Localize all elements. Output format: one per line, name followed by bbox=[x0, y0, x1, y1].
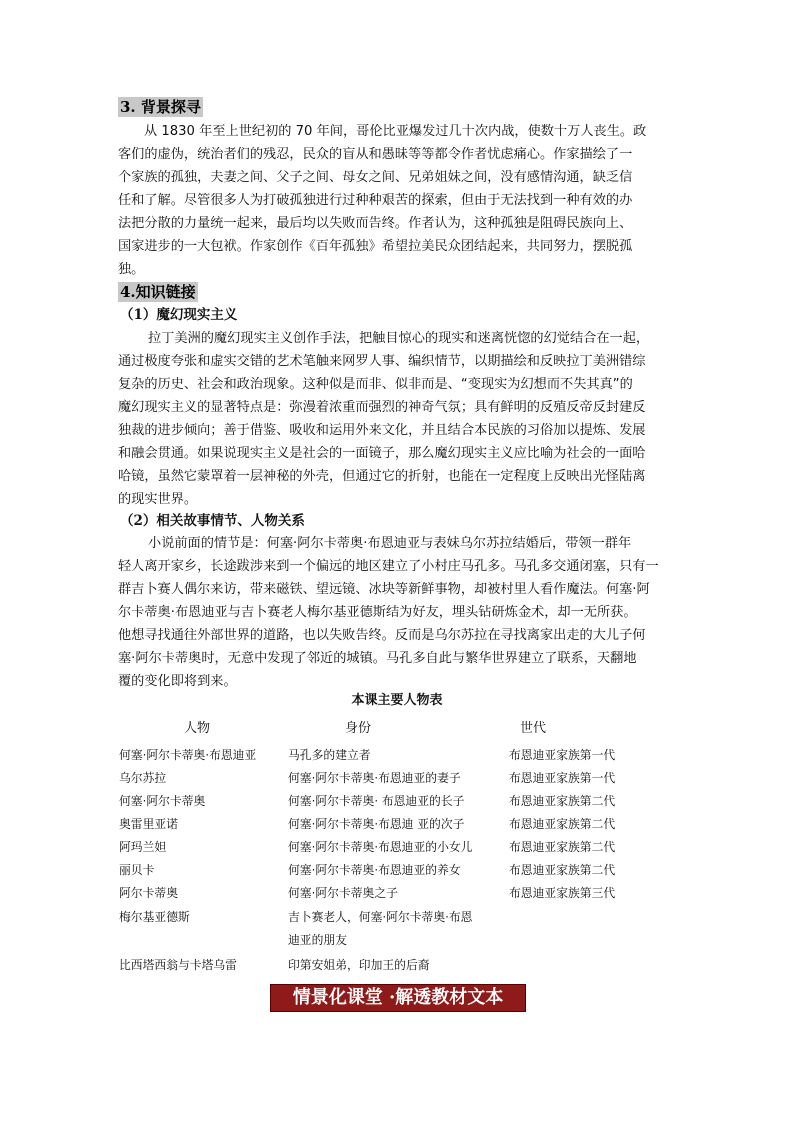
table-cell: 丽贝卡 bbox=[119, 863, 155, 877]
paragraph-line: 小说前面的情节是：何塞·阿尔卡蒂奥·布恩迪亚与表妹乌尔苏拉结婚后，带领一群年 bbox=[148, 536, 632, 551]
subsection-1-title: （1）魔幻现实主义 bbox=[120, 307, 238, 323]
table-cell: 布恩迪亚家族第二代 bbox=[509, 863, 616, 877]
paragraph-line: 法把分散的力量统一起来，最后均以失败而告终。作者认为，这种孤独是阻碍民族向上、 bbox=[118, 216, 633, 231]
table-cell: 奥雷里亚诺 bbox=[119, 817, 178, 831]
paragraph-line: 复杂的历史、社会和政治现象。这种似是而非、似非而是、“变现实为幻想而不失其真”的 bbox=[118, 377, 633, 392]
table-cell: 何塞·阿尔卡蒂奥·布恩迪亚的妻子 bbox=[288, 771, 461, 785]
paragraph-line: 个家族的孤独，夫妻之间、父子之间、母女之间、兄弟姐妹之间，没有感情沟通，缺乏信 bbox=[118, 170, 633, 185]
subsection-2-paragraph bbox=[118, 532, 674, 693]
table-cell: 何塞·阿尔卡蒂奥·布恩迪亚 bbox=[119, 748, 257, 762]
paragraph-line: 独裁的进步倾向；善于借鉴、吸收和运用外来文化，并且结合本民族的习俗加以提炼、发展 bbox=[118, 423, 646, 438]
table-cell: 比西塔西翁与卡塔乌雷 bbox=[119, 958, 237, 972]
paragraph-line: 拉丁美洲的魔幻现实主义创作手法，把触目惊心的现实和迷离恍惚的幻觉结合在一起， bbox=[148, 331, 650, 346]
table-cell: 吉卜赛老人，何塞·阿尔卡蒂奥·布恩 bbox=[288, 910, 473, 924]
paragraph-line: 魔幻现实主义的显著特点是：弥漫着浓重而强烈的神奇气氛；具有鲜明的反殖反帝反封建反 bbox=[118, 400, 646, 415]
column-header-person: 人物 bbox=[184, 721, 211, 736]
paragraph-line: 塞·阿尔卡蒂奥时，无意中发现了邻近的城镇。马孔多自此与繁华世界建立了联系，天翻地 bbox=[118, 651, 637, 666]
table-cell: 乌尔苏拉 bbox=[119, 771, 167, 785]
paragraph-line: 和融会贯通。如果说现实主义是社会的一面镜子，那么魔幻现实主义应比喻为社会的一面哈 bbox=[118, 446, 646, 461]
paragraph-line: 客们的虚伪，统治者们的残忍，民众的盲从和愚昧等等都令作者忧虑痛心。作家描绘了一 bbox=[118, 147, 633, 162]
section-banner: 情景化课堂 ·解透教材文本 bbox=[270, 984, 526, 1012]
table-cell: 布恩迪亚家族第一代 bbox=[509, 771, 616, 785]
table-title: 本课主要人物表 bbox=[351, 693, 443, 708]
paragraph-line: 尔卡蒂奥·布恩迪亚与吉卜赛老人梅尔基亚德斯结为好友，埋头钻研炼金术，却一无所获。 bbox=[118, 605, 637, 620]
paragraph-line: 他想寻找通往外部世界的道路，也以失败告终。反而是乌尔苏拉在寻找离家出走的大儿子何 bbox=[118, 628, 646, 643]
paragraph-line: 国家进步的一大包袱。作家创作《百年孤独》希望拉美民众团结起来，共同努力，摆脱孤 bbox=[118, 239, 633, 254]
table-cell: 布恩迪亚家族第二代 bbox=[509, 840, 616, 854]
column-header-generation: 世代 bbox=[520, 721, 547, 736]
paragraph-line: 哈镜，虽然它蒙罩着一层神秘的外壳，但通过它的折射，也能在一定程度上反映出光怪陆离 bbox=[118, 469, 646, 484]
section-4-heading: 4.知识链接 bbox=[120, 283, 196, 301]
table-cell: 何塞·阿尔卡蒂奥·布恩迪亚的养女 bbox=[288, 863, 461, 877]
column-header-identity: 身份 bbox=[345, 721, 372, 736]
paragraph-line: 通过极度夸张和虚实交错的艺术笔触来网罗人事、编织情节，以期描绘和反映拉丁美洲错综 bbox=[118, 354, 646, 369]
table-cell: 印第安姐弟，印加王的后裔 bbox=[288, 958, 430, 972]
paragraph-line: 的现实世界。 bbox=[118, 492, 198, 507]
table-cell: 迪亚的朋友 bbox=[288, 933, 347, 947]
paragraph-line: 独。 bbox=[118, 262, 145, 277]
subsection-2-title: （2）相关故事情节、人物关系 bbox=[120, 513, 305, 529]
table-cell: 何塞·阿尔卡蒂奥之子 bbox=[288, 886, 398, 900]
table-cell: 马孔多的建立者 bbox=[288, 748, 371, 762]
table-cell: 何塞·阿尔卡蒂奥 bbox=[119, 794, 206, 808]
table-cell: 何塞·阿尔卡蒂奥·布恩迪亚的小女儿 bbox=[288, 840, 473, 854]
paragraph-line: 覆的变化即将到来。 bbox=[118, 674, 237, 689]
table-cell: 梅尔基亚德斯 bbox=[119, 910, 190, 924]
table-cell: 阿尔卡蒂奥 bbox=[119, 886, 178, 900]
table-cell: 布恩迪亚家族第二代 bbox=[509, 794, 616, 808]
paragraph-line: 群吉卜赛人偶尔来访，带来磁铁、望远镜、冰块等新鲜事物，却被村里人看作魔法。何塞·阿 bbox=[118, 582, 650, 597]
section-3-paragraph bbox=[118, 120, 674, 281]
table-cell: 阿玛兰妲 bbox=[119, 840, 167, 854]
table-cell: 何塞·阿尔卡蒂奥· 布恩迪亚的长子 bbox=[288, 794, 465, 808]
paragraph-line: 从 1830 年至上世纪初的 70 年间，哥伦比亚爆发过几十次内战，使数十万人丧生。政 bbox=[144, 124, 647, 139]
section-3-heading: 3. 背景探寻 bbox=[120, 98, 201, 116]
paragraph-line: 任和了解。尽管很多人为打破孤独进行过种种艰苦的探索，但由于无法找到一种有效的办 bbox=[118, 193, 633, 208]
paragraph-line: 轻人离开家乡，长途跋涉来到一个偏远的地区建立了小村庄马孔多。马孔多交通闭塞，只有一 bbox=[118, 559, 659, 574]
subsection-1-paragraph bbox=[118, 327, 674, 511]
table-cell: 布恩迪亚家族第三代 bbox=[509, 886, 616, 900]
table-cell: 布恩迪亚家族第一代 bbox=[509, 748, 616, 762]
table-cell: 何塞·阿尔卡蒂奥·布恩迪 亚的次子 bbox=[288, 817, 465, 831]
table-cell: 布恩迪亚家族第二代 bbox=[509, 817, 616, 831]
